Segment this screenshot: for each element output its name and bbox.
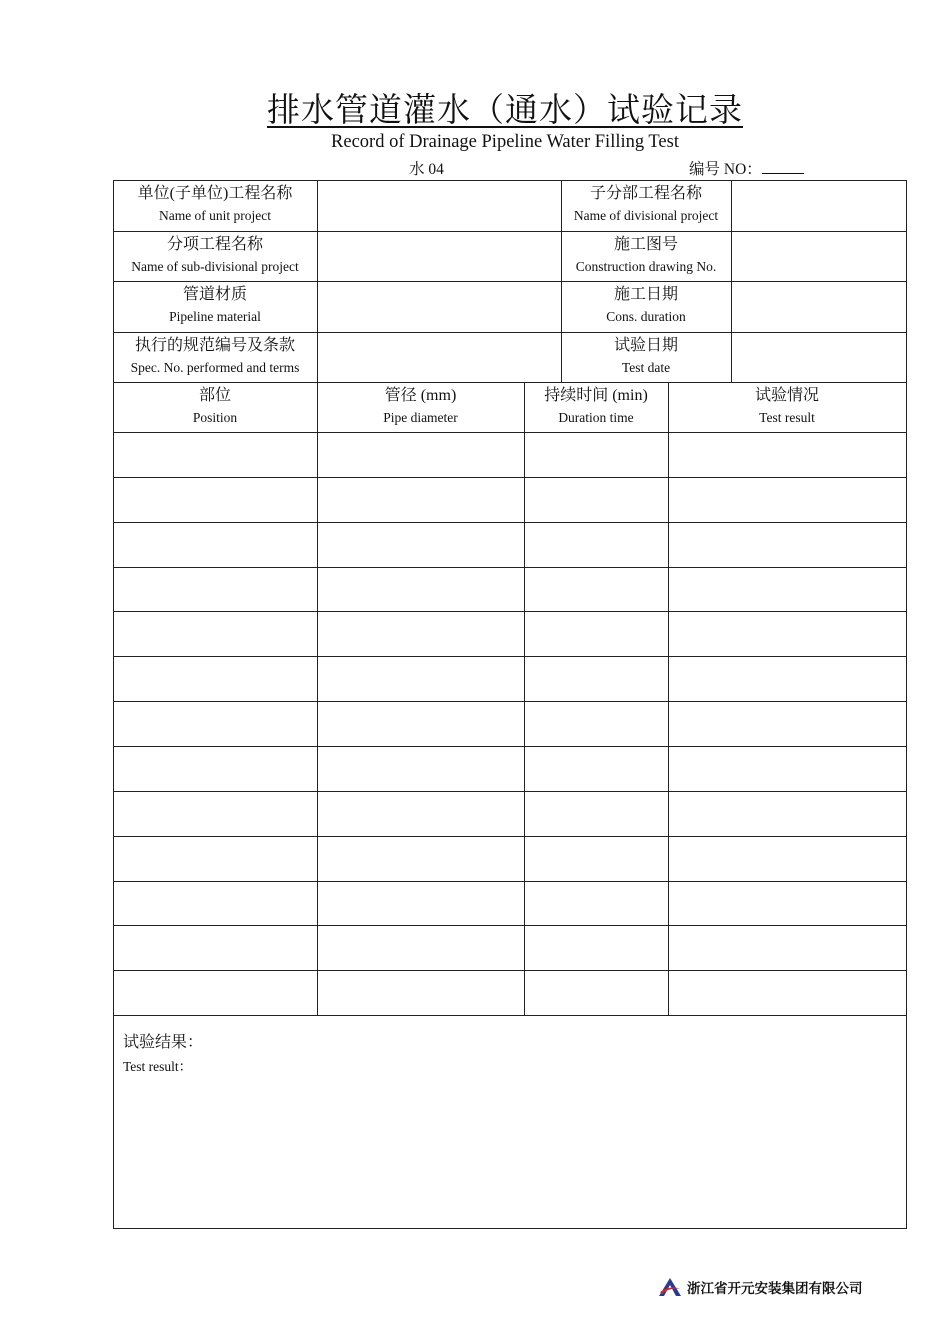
header-top-divider <box>113 382 906 383</box>
data-cell[interactable] <box>317 701 524 746</box>
data-cell[interactable] <box>317 656 524 701</box>
row-divider <box>113 970 906 971</box>
data-cell[interactable] <box>317 746 524 791</box>
data-cell[interactable] <box>524 925 668 970</box>
result-divider <box>113 1015 906 1016</box>
form-number <box>689 157 804 179</box>
row-divider <box>113 925 906 926</box>
data-cell[interactable] <box>524 746 668 791</box>
data-cell[interactable] <box>317 970 524 1015</box>
info-label-left <box>113 180 317 231</box>
info-column-divider <box>561 180 562 382</box>
table-column-divider <box>317 382 318 1015</box>
info-value-field[interactable] <box>731 332 906 383</box>
form-title <box>0 84 950 131</box>
info-label-right <box>561 180 731 231</box>
data-cell[interactable] <box>524 477 668 522</box>
data-cell[interactable] <box>668 611 906 656</box>
form-code: 水 04 <box>409 161 444 178</box>
data-cell[interactable] <box>113 656 317 701</box>
form-number-field[interactable] <box>762 159 804 174</box>
info-value-field[interactable] <box>731 281 906 332</box>
data-cell[interactable] <box>524 836 668 881</box>
company-name: 浙江省开元安装集团有限公司 <box>687 1281 863 1297</box>
info-label-en: Pipeline material <box>169 309 261 325</box>
info-row-divider <box>113 281 906 282</box>
data-cell[interactable] <box>113 970 317 1015</box>
info-value-field[interactable] <box>317 281 561 332</box>
info-column-divider <box>731 180 732 382</box>
row-divider <box>113 701 906 702</box>
table-border-top <box>113 180 907 181</box>
data-cell[interactable] <box>113 836 317 881</box>
info-label-en: Name of divisional project <box>573 208 719 224</box>
data-cell[interactable] <box>113 925 317 970</box>
row-divider <box>113 746 906 747</box>
test-result-block <box>123 1032 203 1078</box>
info-label-en: Cons. duration <box>606 309 686 325</box>
info-label-right <box>561 332 731 383</box>
info-label-right <box>561 231 731 282</box>
column-header <box>113 382 317 432</box>
data-cell[interactable] <box>113 611 317 656</box>
info-column-divider <box>317 180 318 382</box>
column-header-cn: 管径 (mm) <box>384 387 457 404</box>
column-header <box>524 382 668 432</box>
row-divider <box>113 522 906 523</box>
data-cell[interactable] <box>668 925 906 970</box>
data-cell[interactable] <box>524 791 668 836</box>
data-cell[interactable] <box>524 611 668 656</box>
form-title-text: 排水管道灌水（通水）试验记录 <box>267 90 743 129</box>
column-header-en: Duration time <box>558 410 634 425</box>
info-label-cn: 试验日期 <box>613 336 678 354</box>
data-cell[interactable] <box>113 477 317 522</box>
table-column-divider <box>524 382 525 1015</box>
info-label-en: Name of sub-divisional project <box>131 258 299 274</box>
data-cell[interactable] <box>113 791 317 836</box>
data-cell[interactable] <box>113 881 317 926</box>
column-header <box>317 382 524 432</box>
header-bottom-divider <box>113 432 906 433</box>
data-cell[interactable] <box>317 836 524 881</box>
test-result-label-cn: 试验结果： <box>123 1034 204 1051</box>
data-cell[interactable] <box>668 881 906 926</box>
data-cell[interactable] <box>524 701 668 746</box>
info-label-en: Name of unit project <box>158 208 272 224</box>
data-cell[interactable] <box>668 567 906 612</box>
row-divider <box>113 881 906 882</box>
data-cell[interactable] <box>524 522 668 567</box>
table-column-divider <box>668 382 669 1015</box>
test-result-label-en: Test result： <box>123 1059 193 1074</box>
info-label-left <box>113 332 317 383</box>
data-cell[interactable] <box>668 970 906 1015</box>
column-header-en: Test result <box>759 410 815 425</box>
info-label-cn: 施工图号 <box>613 235 678 253</box>
data-cell[interactable] <box>524 656 668 701</box>
data-cell[interactable] <box>668 701 906 746</box>
data-cell[interactable] <box>668 791 906 836</box>
data-cell[interactable] <box>317 881 524 926</box>
column-header-cn: 试验情况 <box>754 387 819 404</box>
info-value-field[interactable] <box>317 332 561 383</box>
data-cell[interactable] <box>317 925 524 970</box>
data-cell[interactable] <box>524 432 668 477</box>
data-cell[interactable] <box>113 522 317 567</box>
form-subtitle: Record of Drainage Pipeline Water Filling Test <box>331 132 679 152</box>
data-cell[interactable] <box>668 836 906 881</box>
info-label-cn: 施工日期 <box>613 286 678 304</box>
row-divider <box>113 477 906 478</box>
data-cell[interactable] <box>317 567 524 612</box>
info-label-right <box>561 281 731 332</box>
data-cell[interactable] <box>113 701 317 746</box>
info-value-field[interactable] <box>317 180 561 231</box>
data-cell[interactable] <box>668 656 906 701</box>
table-border-bottom <box>113 1228 907 1229</box>
kaiyuan-logo-icon <box>657 1277 683 1297</box>
info-label-cn: 分项工程名称 <box>166 235 263 253</box>
row-divider <box>113 611 906 612</box>
data-cell[interactable] <box>524 970 668 1015</box>
data-cell[interactable] <box>668 522 906 567</box>
info-label-cn: 单位(子单位)工程名称 <box>137 185 293 203</box>
column-header-en: Position <box>192 410 238 425</box>
info-value-field[interactable] <box>731 180 906 231</box>
info-label-left <box>113 281 317 332</box>
info-label-en: Spec. No. performed and terms <box>130 359 300 375</box>
data-cell[interactable] <box>317 477 524 522</box>
column-header-en: Pipe diameter <box>383 410 458 425</box>
info-label-en: Test date <box>621 359 671 375</box>
form-number-label: 编号 NO： <box>689 161 762 178</box>
table-border-right <box>906 180 907 1229</box>
table-border-left <box>113 180 114 1228</box>
info-label-cn: 子分部工程名称 <box>589 185 702 203</box>
row-divider <box>113 567 906 568</box>
info-row-divider <box>113 231 906 232</box>
column-header-cn: 部位 <box>198 387 231 404</box>
data-cell[interactable] <box>113 567 317 612</box>
row-divider <box>113 791 906 792</box>
info-label-en: Construction drawing No. <box>575 258 717 274</box>
info-value-field[interactable] <box>731 231 906 282</box>
data-cell[interactable] <box>524 567 668 612</box>
data-cell[interactable] <box>317 432 524 477</box>
info-label-cn: 执行的规范编号及条款 <box>134 336 295 354</box>
info-label-cn: 管道材质 <box>182 286 247 304</box>
footer <box>657 1277 863 1297</box>
row-divider <box>113 836 906 837</box>
data-cell[interactable] <box>668 477 906 522</box>
data-cell[interactable] <box>524 881 668 926</box>
data-cell[interactable] <box>113 432 317 477</box>
data-cell[interactable] <box>668 432 906 477</box>
row-divider <box>113 656 906 657</box>
info-row-divider <box>113 332 906 333</box>
data-cell[interactable] <box>113 746 317 791</box>
data-cell[interactable] <box>317 522 524 567</box>
data-cell[interactable] <box>317 611 524 656</box>
data-cell[interactable] <box>317 791 524 836</box>
data-cell[interactable] <box>668 746 906 791</box>
column-header-cn: 持续时间 (min) <box>544 387 648 404</box>
info-label-left <box>113 231 317 282</box>
info-value-field[interactable] <box>317 231 561 282</box>
column-header <box>668 382 906 432</box>
